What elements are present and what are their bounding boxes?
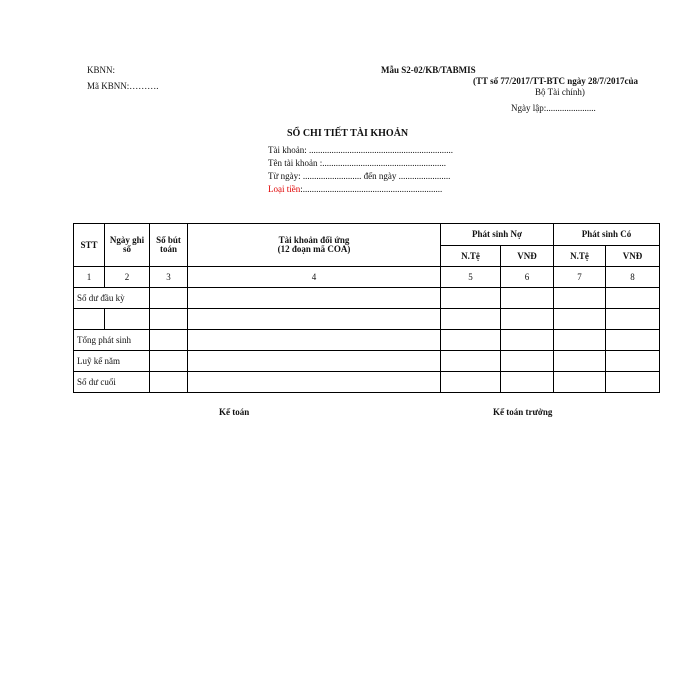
table-cell (501, 351, 554, 372)
header-no-vnd: VNĐ (501, 246, 554, 267)
column-index: 1 (74, 267, 105, 288)
tu-ngay-den-ngay-line: Từ ngày: .......................... đến ngày ....................... (268, 171, 451, 181)
ten-tai-khoan-line: Tên tài khoản :....................................................... (268, 158, 446, 168)
header-phat-sinh-co: Phát sinh Có (554, 224, 660, 246)
table-row (74, 288, 660, 309)
table-cell (554, 372, 606, 393)
ledger-table (73, 223, 660, 393)
table-cell (188, 372, 441, 393)
table-cell (501, 288, 554, 309)
header-ngay-ghi-so: Ngày ghi sổ (105, 224, 150, 267)
row-label-luy-ke-nam: Luỹ kế năm (74, 351, 150, 372)
table-cell (150, 351, 188, 372)
page-title: SỔ CHI TIẾT TÀI KHOẢN (287, 128, 409, 139)
table-cell (441, 309, 501, 330)
header-phat-sinh-no: Phát sinh Nợ (441, 224, 554, 246)
header-tai-khoan-doi-ung-sub: (12 đoạn mã COA) (277, 244, 351, 254)
table-cell (554, 330, 606, 351)
loai-tien-line (268, 184, 442, 194)
column-index: 2 (105, 267, 150, 288)
ma-kbnn-label: Mã KBNN:………. (87, 81, 159, 91)
circular-reference-line1: (TT số 77/2017/TT-BTC ngày 28/7/2017của (473, 76, 639, 86)
header-co-nte: N.Tệ (554, 246, 606, 267)
column-index: 8 (606, 267, 660, 288)
table-row (74, 309, 660, 330)
table-cell (441, 372, 501, 393)
table-row (74, 330, 660, 351)
tai-khoan-line: Tài khoản: ................................................................ (268, 145, 453, 155)
table-cell (188, 309, 441, 330)
row-label-so-du-cuoi: Số dư cuối (74, 372, 150, 393)
table-cell (501, 309, 554, 330)
table-cell (441, 288, 501, 309)
header-tai-khoan-doi-ung-title: Tài khoản đối ứng (278, 235, 350, 245)
header-stt: STT (74, 224, 105, 267)
column-index-row (74, 267, 660, 288)
form-code: Mẫu S2-02/KB/TABMIS (381, 65, 476, 75)
table-cell (606, 288, 660, 309)
header-no-nte: N.Tệ (441, 246, 501, 267)
kbnn-label: KBNN: (87, 65, 116, 75)
table-cell (606, 309, 660, 330)
ngay-lap-label: Ngày lập:...................... (511, 103, 596, 113)
table-cell (554, 351, 606, 372)
column-index: 4 (188, 267, 441, 288)
header-so-but-toan: Số bút toán (150, 224, 188, 267)
table-cell (606, 351, 660, 372)
header-co-vnd: VNĐ (606, 246, 660, 267)
table-cell (188, 330, 441, 351)
table-cell (150, 309, 188, 330)
table-cell (441, 351, 501, 372)
table-cell (441, 330, 501, 351)
row-label-so-du-dau-ky: Số dư đầu kỳ (74, 288, 150, 309)
table-cell (606, 372, 660, 393)
table-cell (554, 288, 606, 309)
table-row (74, 372, 660, 393)
column-index: 6 (501, 267, 554, 288)
loai-tien-dots: :.............................................................. (300, 184, 443, 194)
table-cell (150, 372, 188, 393)
table-row (74, 351, 660, 372)
table-cell (501, 372, 554, 393)
table-cell (606, 330, 660, 351)
table-cell (150, 330, 188, 351)
table-cell (105, 309, 150, 330)
signature-ke-toan-truong: Kế toán trưởng (493, 407, 553, 417)
column-index: 5 (441, 267, 501, 288)
header-tai-khoan-doi-ung (188, 224, 441, 267)
column-index: 3 (150, 267, 188, 288)
table-cell (554, 309, 606, 330)
table-cell (188, 288, 441, 309)
loai-tien-label: Loại tiền (268, 184, 301, 194)
table-cell (188, 351, 441, 372)
signature-ke-toan: Kế toán (219, 407, 250, 417)
circular-reference-line2: Bộ Tài chính) (535, 87, 585, 97)
row-label-tong-phat-sinh: Tổng phát sinh (74, 330, 150, 351)
table-cell (74, 309, 105, 330)
table-cell (501, 330, 554, 351)
column-index: 7 (554, 267, 606, 288)
table-cell (150, 288, 188, 309)
